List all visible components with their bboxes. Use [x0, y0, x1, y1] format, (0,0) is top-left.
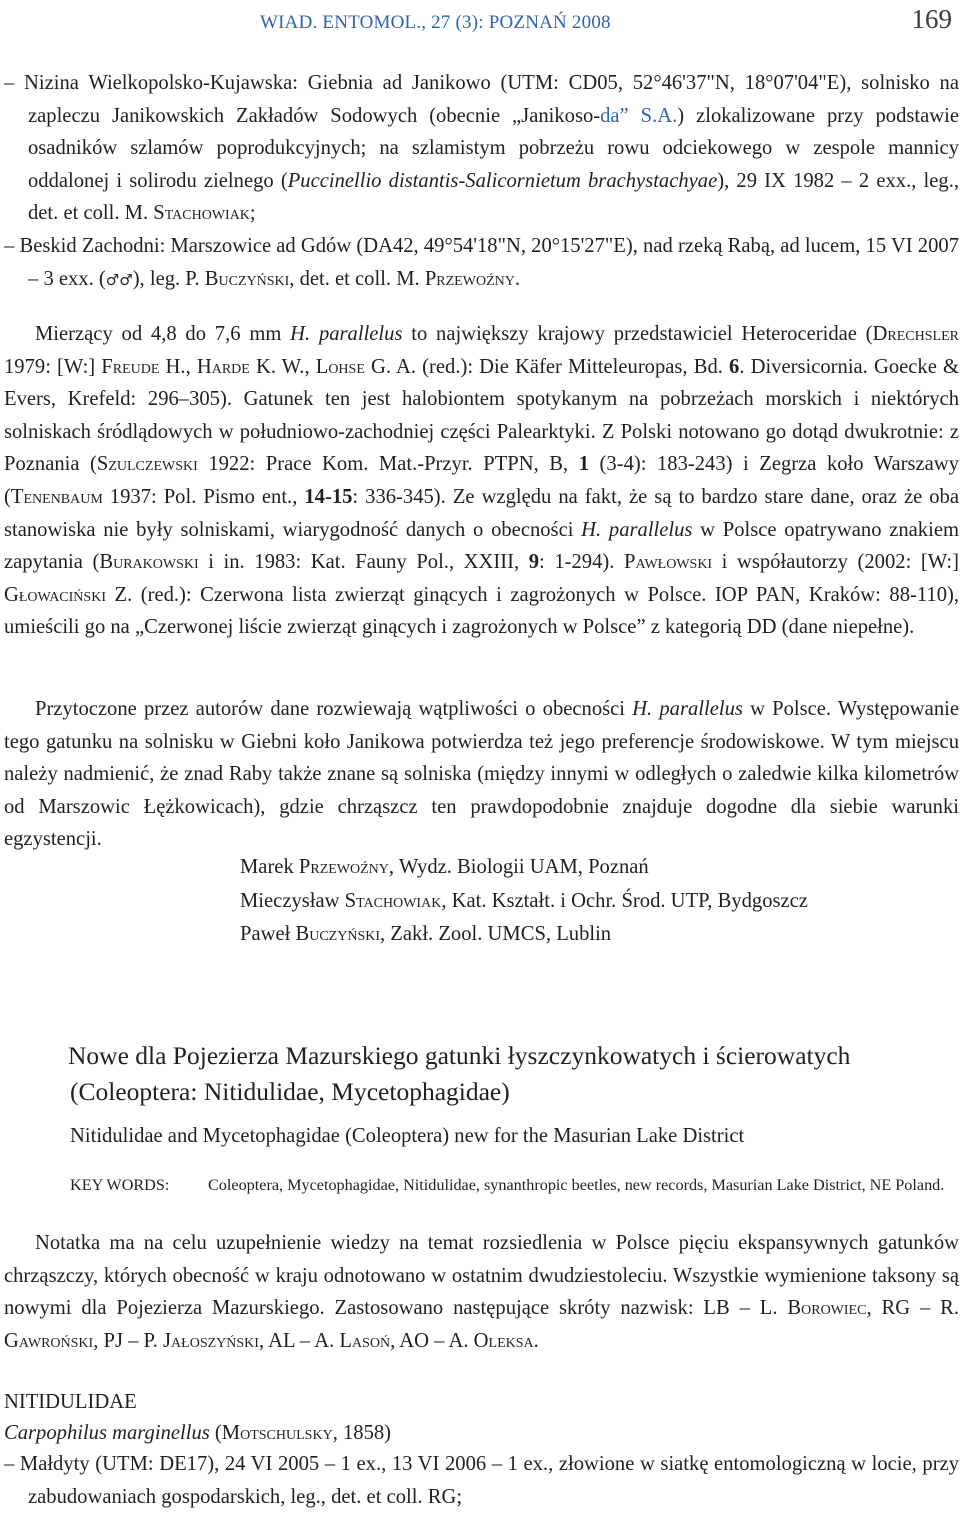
keywords-label: KEY WORDS: — [70, 1176, 170, 1194]
record-list — [4, 67, 959, 296]
note-title — [4, 1038, 959, 1110]
record-maldyty: – Małdyty (UTM: DE17), 24 VI 2005 – 1 ex., 13 VI 2006 – 1 ex., złowione w siatkę entomologiczną w locie, przy zabudowaniach gospodarskich, leg., det. et coll. RG; — [4, 1453, 959, 1508]
keywords-text: Coleoptera, Mycetophagidae, Nitidulidae, synanthropic beetles, new records, Masurian Lake District, NE Poland. — [208, 1176, 945, 1194]
record-giebnia: – Nizina Wielkopolsko-Kujawska: Giebnia ad Janikowo (UTM: CD05, 52°46'37"N, 18°07'04"E), solnisko na zapleczu Janikowskich Zakładów Sodowych (obecnie „Janikoso-da” S.A.) zlokalizowane przy podstawie osadników szlamów poprodukcyjnych; na szlamistym pobrzeżu rowu odciekowego w zespole mannicy oddalonej i solirodu zielnego (Puccinellio distantis-Salicornietum brachystachyae), 29 IX 1982 – 2 exx., leg., det. et coll. M. Stachowiak; — [4, 72, 959, 225]
note-title-text: Nowe dla Pojezierza Mazurskiego gatunki łyszczynkowatych i ścierowatych (Coleoptera: Nitidulidae, Mycetophagidae) — [68, 1041, 851, 1106]
author-line: Marek Przewoźny, Wydz. Biologii UAM, Poznań — [240, 856, 649, 878]
record-marszowice: – Beskid Zachodni: Marszowice ad Gdów (DA42, 49°54'18"N, 20°15'27"E), nad rzeką Rabą, ad lucem, 15 VI 2007 – 3 exx. (♂♂), leg. P. Buczyński, det. et coll. M. Przewoźny. — [4, 234, 959, 290]
running-header — [0, 4, 960, 34]
page-number: 169 — [911, 4, 952, 34]
discussion-paragraph-2: Przytoczone przez autorów dane rozwiewają wątpliwości o obecności H. parallelus w Polsce. Występowanie tego gatunku na solnisku w Giebni koło Janikowa potwierdza też jego preferencje środowiskowe. W tym miejscu należy nadmienić, że znad Raby także znane są solniska (między innymi w odległych o zaledwie kilka kilometrów od Marszowic Łężkowicach), gdzie chrząszcz ten prawdopodobnie znajduje dogodne dla siebie warunki egzystencji. — [4, 698, 959, 851]
discussion-paragraph-1: Mierzący od 4,8 do 7,6 mm H. parallelus to największy krajowy przedstawiciel Heteroceridae (Drechsler 1979: [W:] Freude H., Harde K. W., Lohse G. A. (red.): Die Käfer Mitteleuropas, Bd. 6. Diversicornia. Goecke & Evers, Krefeld: 296–305). Gatunek ten jest halobiontem spotykanym na pobrzeżach morskich i niektórych solniskach śródlądowych w południowo-zachodniej części Palearktyki. Z Polski notowano go dotąd dwukrotnie: z Poznania (Szulczewski 1922: Prace Kom. Mat.-Przyr. PTPN, B, 1 (3-4): 183-243) i Zegrza koło Warszawy (Tenenbaum 1937: Pol. Pismo ent., 14-15: 336-345). Ze względu na fakt, że są to bardzo stare dane, oraz że oba stanowiska nie były solniskami, wiarygodność danych o obecności H. parallelus w Polsce opatrywano znakiem zapytania (Burakowski i in. 1983: Kat. Fauny Pol., XXIII, 9: 1-294). Pawłowski i współautorzy (2002: [W:] Głowaciński Z. (red.): Czerwona lista zwierząt ginących i zagrożonych w Polsce. IOP PAN, Kraków: 88-110), umieścili go na „Czerwonej liście zwierząt ginących i zagrożonych w Polsce” z kategorią DD (dane niepełne). — [4, 323, 960, 639]
author-affiliations — [240, 851, 808, 952]
author-line: Mieczysław Stachowiak, Kat. Kształt. i Ochr. Środ. UTP, Bydgoszcz — [240, 889, 808, 912]
male-symbols: ♂♂ — [105, 270, 133, 289]
note-number — [4, 1038, 68, 1074]
author-line: Paweł Buczyński, Zakł. Zool. UMCS, Lublin — [240, 923, 612, 945]
intro-paragraph: Notatka ma na celu uzupełnienie wiedzy na temat rozsiedlenia w Polsce pięciu ekspansywnych gatunków chrząszczy, których obecność w kraju odnotowano w ostatnim dwudziestoleciu. Wszystkie wymienione taksony są nowymi dla Pojezierza Mazurskiego. Zastosowano następujące skróty nazwisk: LB – L. Borowiec, RG – R. Gawroński, PJ – P. Jałoszyński, AL – A. Lasoń, AO – A. Oleksa. — [4, 1232, 959, 1352]
journal-citation: WIAD. ENTOMOL., 27 (3): POZNAŃ 2008 — [260, 12, 611, 33]
english-title: Nitidulidae and Mycetophagidae (Coleoptera) new for the Masurian Lake District — [70, 1125, 745, 1147]
family-heading: NITIDULIDAE — [4, 1391, 137, 1413]
species-heading: Carpophilus marginellus (Motschulsky, 1858) — [4, 1422, 392, 1444]
